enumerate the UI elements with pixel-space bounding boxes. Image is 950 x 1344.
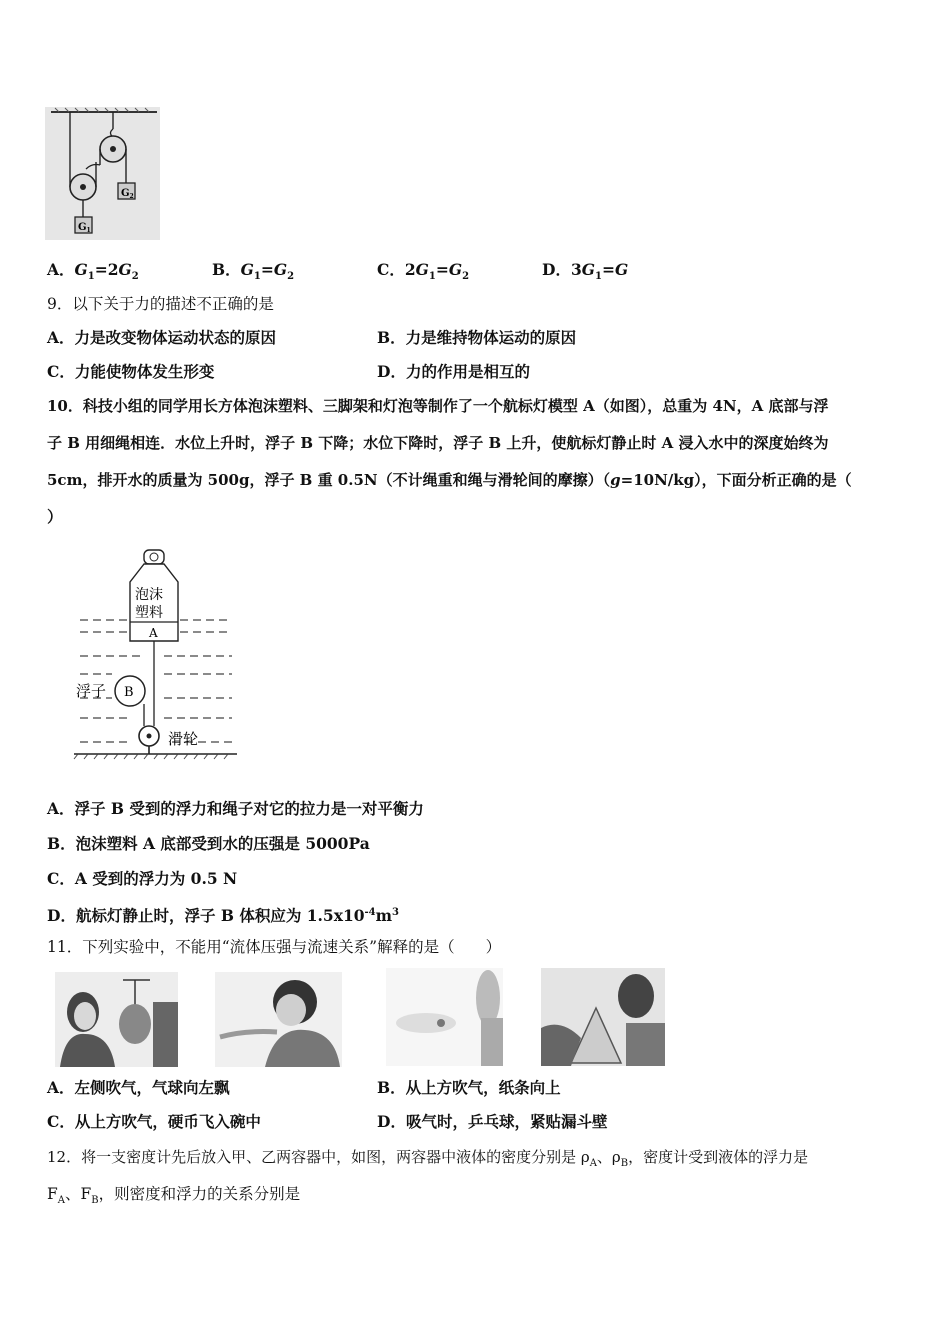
q10-option-a[interactable]: A．浮子 B 受到的浮力和绳子对它的拉力是一对平衡力 xyxy=(47,799,424,818)
q11-option-a[interactable]: A．左侧吹气，气球向左飘 xyxy=(47,1078,230,1097)
q8-option-a[interactable]: A．$G_1=2G_2$ xyxy=(47,260,139,283)
q11-option-b[interactable]: B．从上方吹气，纸条向上 xyxy=(377,1078,561,1097)
coin-bowl-photo xyxy=(386,968,503,1066)
q9-stem: 9．以下关于力的描述不正确的是 xyxy=(47,295,274,313)
buoy-drawing xyxy=(72,546,242,761)
q10-stem-line3: 5cm，排开水的质量为 500g，浮子 B 重 0.5N（不计绳重和绳与滑轮间的摩擦）（g=10N/kg），下面分析正确的是（ xyxy=(47,471,852,489)
g1-label: $G_1$ xyxy=(78,222,91,234)
foam-label-2: 塑料 xyxy=(135,605,163,621)
q10-stem-line1: 10．科技小组的同学用长方体泡沫塑料、三脚架和灯泡等制作了一个航标灯模型 A（如图），总重为 4N，A 底部与浮 xyxy=(47,397,829,415)
pulley-figure xyxy=(45,107,160,240)
b-label: B xyxy=(124,685,134,700)
q10-stem-line2: 子 B 用细绳相连．水位上升时，浮子 B 下降；水位下降时，浮子 B 上升，使航标灯静止时 A 浸入水中的深度始终为 xyxy=(47,434,829,452)
q10-option-c[interactable]: C．A 受到的浮力为 0.5 N xyxy=(47,869,238,888)
q10-option-b[interactable]: B．泡沫塑料 A 底部受到水的压强是 5000Pa xyxy=(47,834,370,853)
q9-option-b[interactable]: B．力是维持物体运动的原因 xyxy=(377,328,577,347)
q10-option-d[interactable]: D．航标灯静止时，浮子 B 体积应为 $1.5x10^{-4}m^3$ xyxy=(47,906,399,926)
float-label: 浮子 xyxy=(76,682,107,700)
foam-label: 泡沫 xyxy=(135,587,163,603)
q8-option-c[interactable]: C．$2G_1=G_2$ xyxy=(377,260,470,283)
q12-stem-line2: $F_A$、$F_B$，则密度和浮力的关系分别是 xyxy=(47,1185,301,1207)
a-label: A xyxy=(149,626,158,640)
q12-stem-line1: 12．将一支密度计先后放入甲、乙两容器中，如图，两容器中液体的密度分别是 $\rho_A$、$\rho_B$，密度计受到液体的浮力是 xyxy=(47,1148,809,1169)
funnel-pingpong-photo xyxy=(541,968,665,1066)
pulley-drawing xyxy=(45,107,160,240)
balloon-photo xyxy=(55,972,178,1067)
q9-option-c[interactable]: C．力能使物体发生形变 xyxy=(47,362,215,381)
q11-option-d[interactable]: D．吸气时，乒乓球，紧贴漏斗壁 xyxy=(377,1112,608,1131)
q9-option-d[interactable]: D．力的作用是相互的 xyxy=(377,362,530,381)
q10-stem-line4: ） xyxy=(47,507,63,526)
buoy-figure xyxy=(72,546,242,761)
q11-option-c[interactable]: C．从上方吹气，硬币飞入碗中 xyxy=(47,1112,261,1131)
pulley-label: 滑轮 xyxy=(168,730,199,748)
q9-option-a[interactable]: A．力是改变物体运动状态的原因 xyxy=(47,328,277,347)
q8-option-d[interactable]: D．$3G_1=G$ xyxy=(542,260,629,283)
paper-strip-photo xyxy=(215,972,342,1067)
g2-label: $G_2$ xyxy=(121,188,134,200)
q11-stem: 11．下列实验中，不能用“流体压强与流速关系”解释的是（ ） xyxy=(47,938,502,956)
q8-option-b[interactable]: B．$G_1=G_2$ xyxy=(212,260,295,283)
